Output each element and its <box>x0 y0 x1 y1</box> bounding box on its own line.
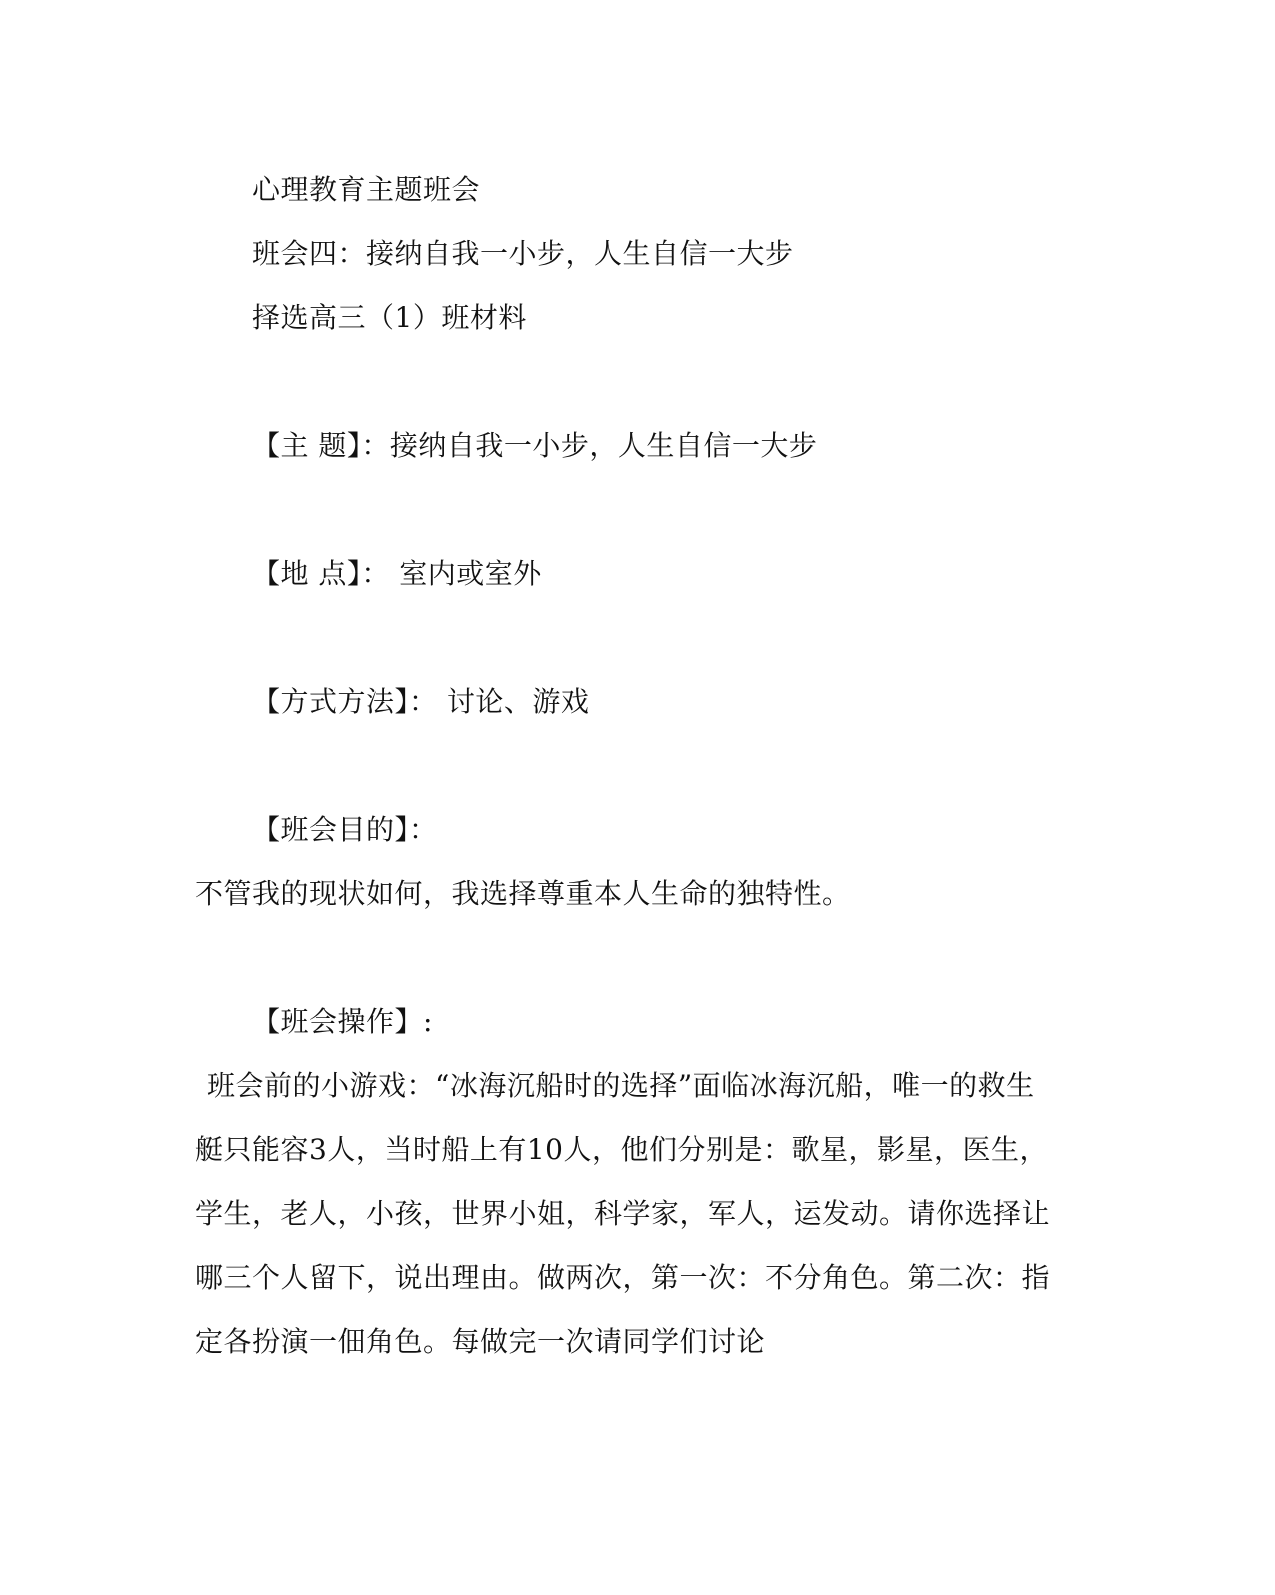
purpose-heading: 【班会目的】： <box>252 813 438 846</box>
method-line: 【方式方法】： 讨论、游戏 <box>252 685 590 718</box>
operation-heading: 【班会操作】: <box>252 1005 433 1038</box>
operation-line-5: 定各扮演一佃角色。每做完一次请同学们讨论 <box>195 1325 766 1358</box>
document-title: 心理教育主题班会 <box>252 173 481 206</box>
operation-line-3: 学生，老人，小孩，世界小姐，科学家，军人，运发动。请你选择让 <box>195 1197 1051 1230</box>
operation-line-4: 哪三个人留下，说出理由。做两次，第一次：不分角色。第二次：指 <box>195 1261 1051 1294</box>
operation-line-2: 艇只能容3人，当时船上有10人，他们分别是：歌星，影星，医生， <box>195 1133 1048 1166</box>
theme-line: 【主 题】：接纳自我一小步，人生自信一大步 <box>252 429 818 462</box>
operation-line-1: 班会前的小游戏：“冰海沉船时的选择”面临冰海沉船，唯一的救生 <box>207 1069 1035 1102</box>
document-source: 择选高三（1）班材料 <box>252 301 527 334</box>
document-subtitle: 班会四：接纳自我一小步，人生自信一大步 <box>252 237 794 270</box>
location-line: 【地 点】： 室内或室外 <box>252 557 542 590</box>
purpose-text: 不管我的现状如何，我选择尊重本人生命的独特性。 <box>195 877 851 910</box>
